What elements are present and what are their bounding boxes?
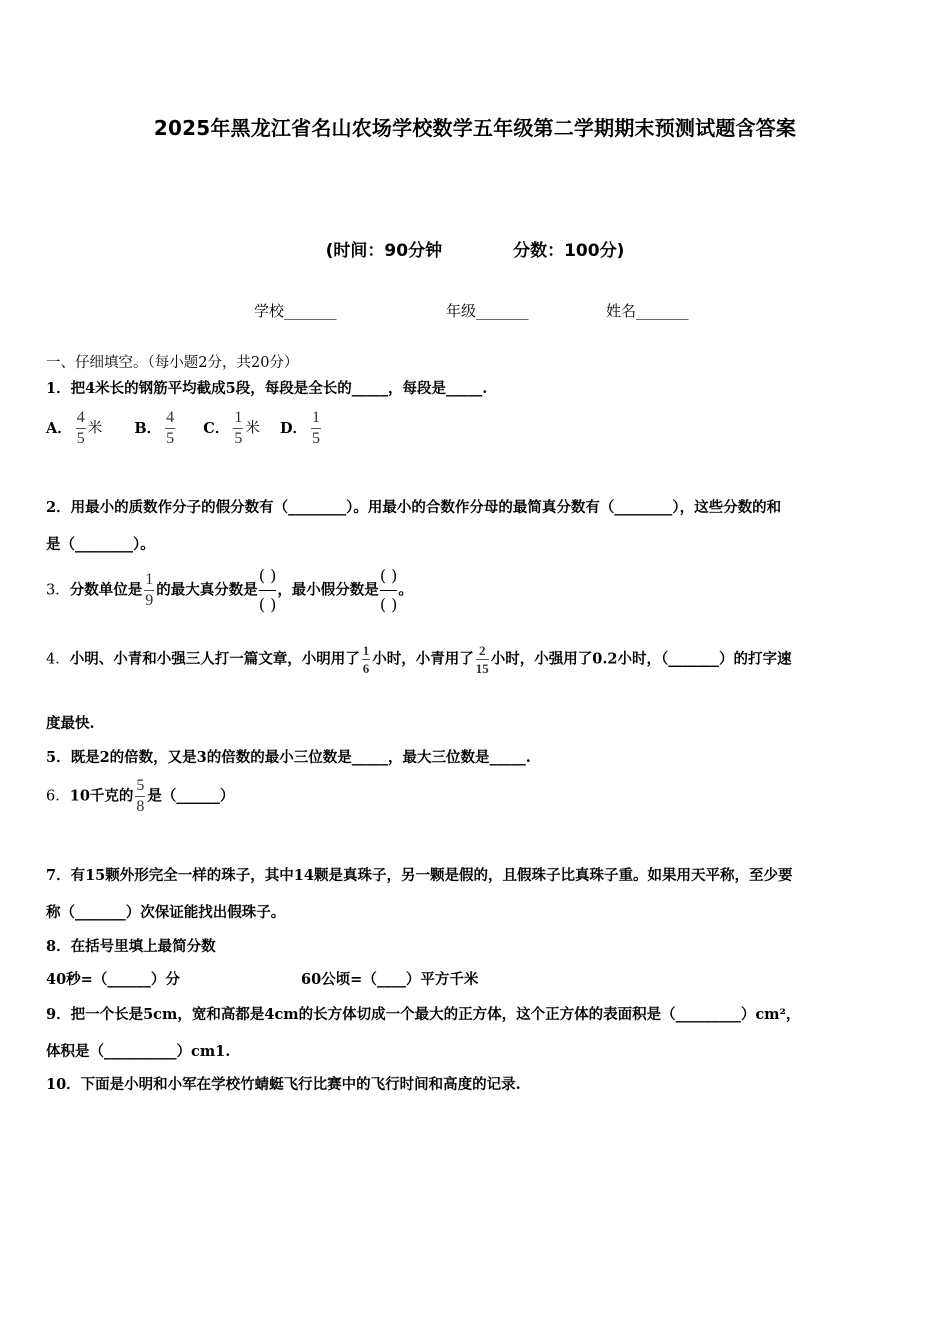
question-6-denominator: 8 [136, 798, 145, 815]
exam-title: 2025年黑龙江省名山农场学校数学五年级第二学期期末预测试题含答案 [153, 116, 797, 140]
question-4-number: 4． [46, 651, 70, 668]
section-heading [46, 351, 298, 372]
question-4-text-3: 小时，小强用了0.2小时，（_______）的打字速 [490, 650, 792, 668]
question-3-text-2: 的最大真分数是 [156, 581, 258, 599]
question-3 [46, 568, 413, 613]
option-a-label: A． [46, 419, 72, 437]
question-7-line-2: 称（_______）次保证能找出假珠子。 [46, 904, 286, 921]
question-9-line-1: 9．把一个长是5cm，宽和高都是4cm的长方体切成一个最大的正方体，这个正方体的表面积是（_________）cm²， [46, 1006, 801, 1023]
question-4 [46, 644, 791, 675]
section-heading-text: 一、仔细填空。（每小题2分，共20分） [46, 355, 299, 371]
question-6 [46, 778, 234, 815]
question-3-fraction [144, 572, 154, 609]
question-3-text-3: ，最小假分数是 [277, 581, 379, 599]
question-3-numerator: 1 [144, 572, 154, 591]
question-3-denominator: 9 [145, 592, 154, 609]
question-8-right [301, 968, 478, 989]
question-4-text-1: 小明、小青和小强三人打一篇文章，小明用了 [69, 650, 360, 668]
question-5 [46, 746, 531, 767]
question-9 [46, 1003, 800, 1024]
question-8 [46, 935, 216, 956]
question-2-line-2: 是（________）。 [46, 536, 155, 553]
question-8-right-text: 60公顷=（____）平方千米 [301, 971, 479, 988]
question-8-title: 8．在括号里填上最简分数 [46, 938, 216, 955]
question-1-options [46, 410, 323, 447]
option-b-numerator: 4 [165, 410, 175, 429]
question-5-text: 5．既是2的倍数，又是3的倍数的最小三位数是_____，最大三位数是_____. [46, 749, 531, 766]
question-2-line-1: 2．用最小的质数作分子的假分数有（________）。用最小的合数作分母的最简真分数有（________），这些分数的和 [46, 499, 782, 516]
question-4-fraction-2 [476, 644, 489, 675]
question-3-text-4: 。 [398, 581, 413, 599]
question-7 [46, 864, 792, 885]
question-8-left [46, 968, 180, 989]
option-d-fraction [311, 410, 321, 447]
option-c-numerator: 1 [233, 410, 243, 429]
name-field: 姓名_______ [606, 302, 689, 320]
question-10 [46, 1073, 521, 1094]
question-7-cont [46, 901, 285, 922]
school-field: 学校_______ [254, 302, 337, 320]
question-9-line-2: 体积是（__________）cm1. [46, 1043, 231, 1060]
option-d-denominator: 5 [312, 430, 321, 447]
question-6-number: 6． [46, 788, 70, 805]
question-3-blank-fraction-1 [259, 568, 277, 613]
option-a-fraction [76, 410, 86, 447]
question-6-text-2: 是（______） [147, 787, 235, 805]
option-c-label: C． [203, 419, 230, 437]
blank-denominator: ( ) [379, 595, 398, 614]
question-10-text: 10．下面是小明和小军在学校竹蜻蜓飞行比赛中的飞行时间和高度的记录. [46, 1076, 521, 1093]
question-3-blank-fraction-2 [380, 568, 398, 613]
question-7-line-1: 7．有15颗外形完全一样的珠子，其中14颗是真珠子，另一颗是假的，且假珠子比真珠子重。如果用天平称，至少要 [46, 867, 793, 884]
option-d-label: D． [279, 419, 308, 437]
option-b-fraction [165, 410, 175, 447]
option-a-unit: 米 [87, 420, 103, 437]
grade-field: 年级_______ [446, 302, 529, 320]
blank-denominator: ( ) [258, 595, 277, 614]
question-4-f2-denominator: 15 [475, 661, 489, 676]
question-4-text-2: 小时，小青用了 [372, 650, 474, 668]
option-b-label: B． [134, 419, 162, 437]
question-6-fraction [135, 778, 145, 815]
question-4-f2-numerator: 2 [476, 644, 489, 660]
option-c-unit: 米 [245, 420, 260, 437]
question-8-left-text: 40秒=（______）分 [46, 971, 180, 988]
option-c-fraction [233, 410, 243, 447]
question-4-cont [46, 712, 95, 733]
option-b-denominator: 5 [166, 430, 175, 447]
exam-subtitle: (时间：90分钟 分数：100分) [325, 241, 625, 261]
question-4-f1-denominator: 6 [362, 661, 370, 676]
question-3-number: 3． [46, 582, 70, 599]
question-1 [46, 377, 487, 398]
question-4-f1-numerator: 1 [362, 643, 370, 658]
question-9-cont [46, 1040, 230, 1061]
option-c-denominator: 5 [234, 430, 243, 447]
question-3-text-1: 分数单位是 [69, 581, 143, 599]
option-a-denominator: 5 [76, 430, 85, 447]
blank-numerator: ( ) [259, 568, 277, 591]
question-6-numerator: 5 [135, 778, 145, 797]
question-2 [46, 496, 781, 517]
question-2-cont [46, 533, 155, 554]
question-1-text: 1．把4米长的钢筋平均截成5段，每段是全长的_____，每段是_____. [46, 380, 488, 397]
question-4-line-2: 度最快. [46, 715, 95, 732]
question-4-fraction-1 [362, 644, 371, 675]
option-d-numerator: 1 [311, 410, 321, 429]
blank-numerator: ( ) [380, 568, 398, 591]
question-6-text-1: 10千克的 [69, 787, 134, 805]
option-a-numerator: 4 [76, 410, 86, 429]
